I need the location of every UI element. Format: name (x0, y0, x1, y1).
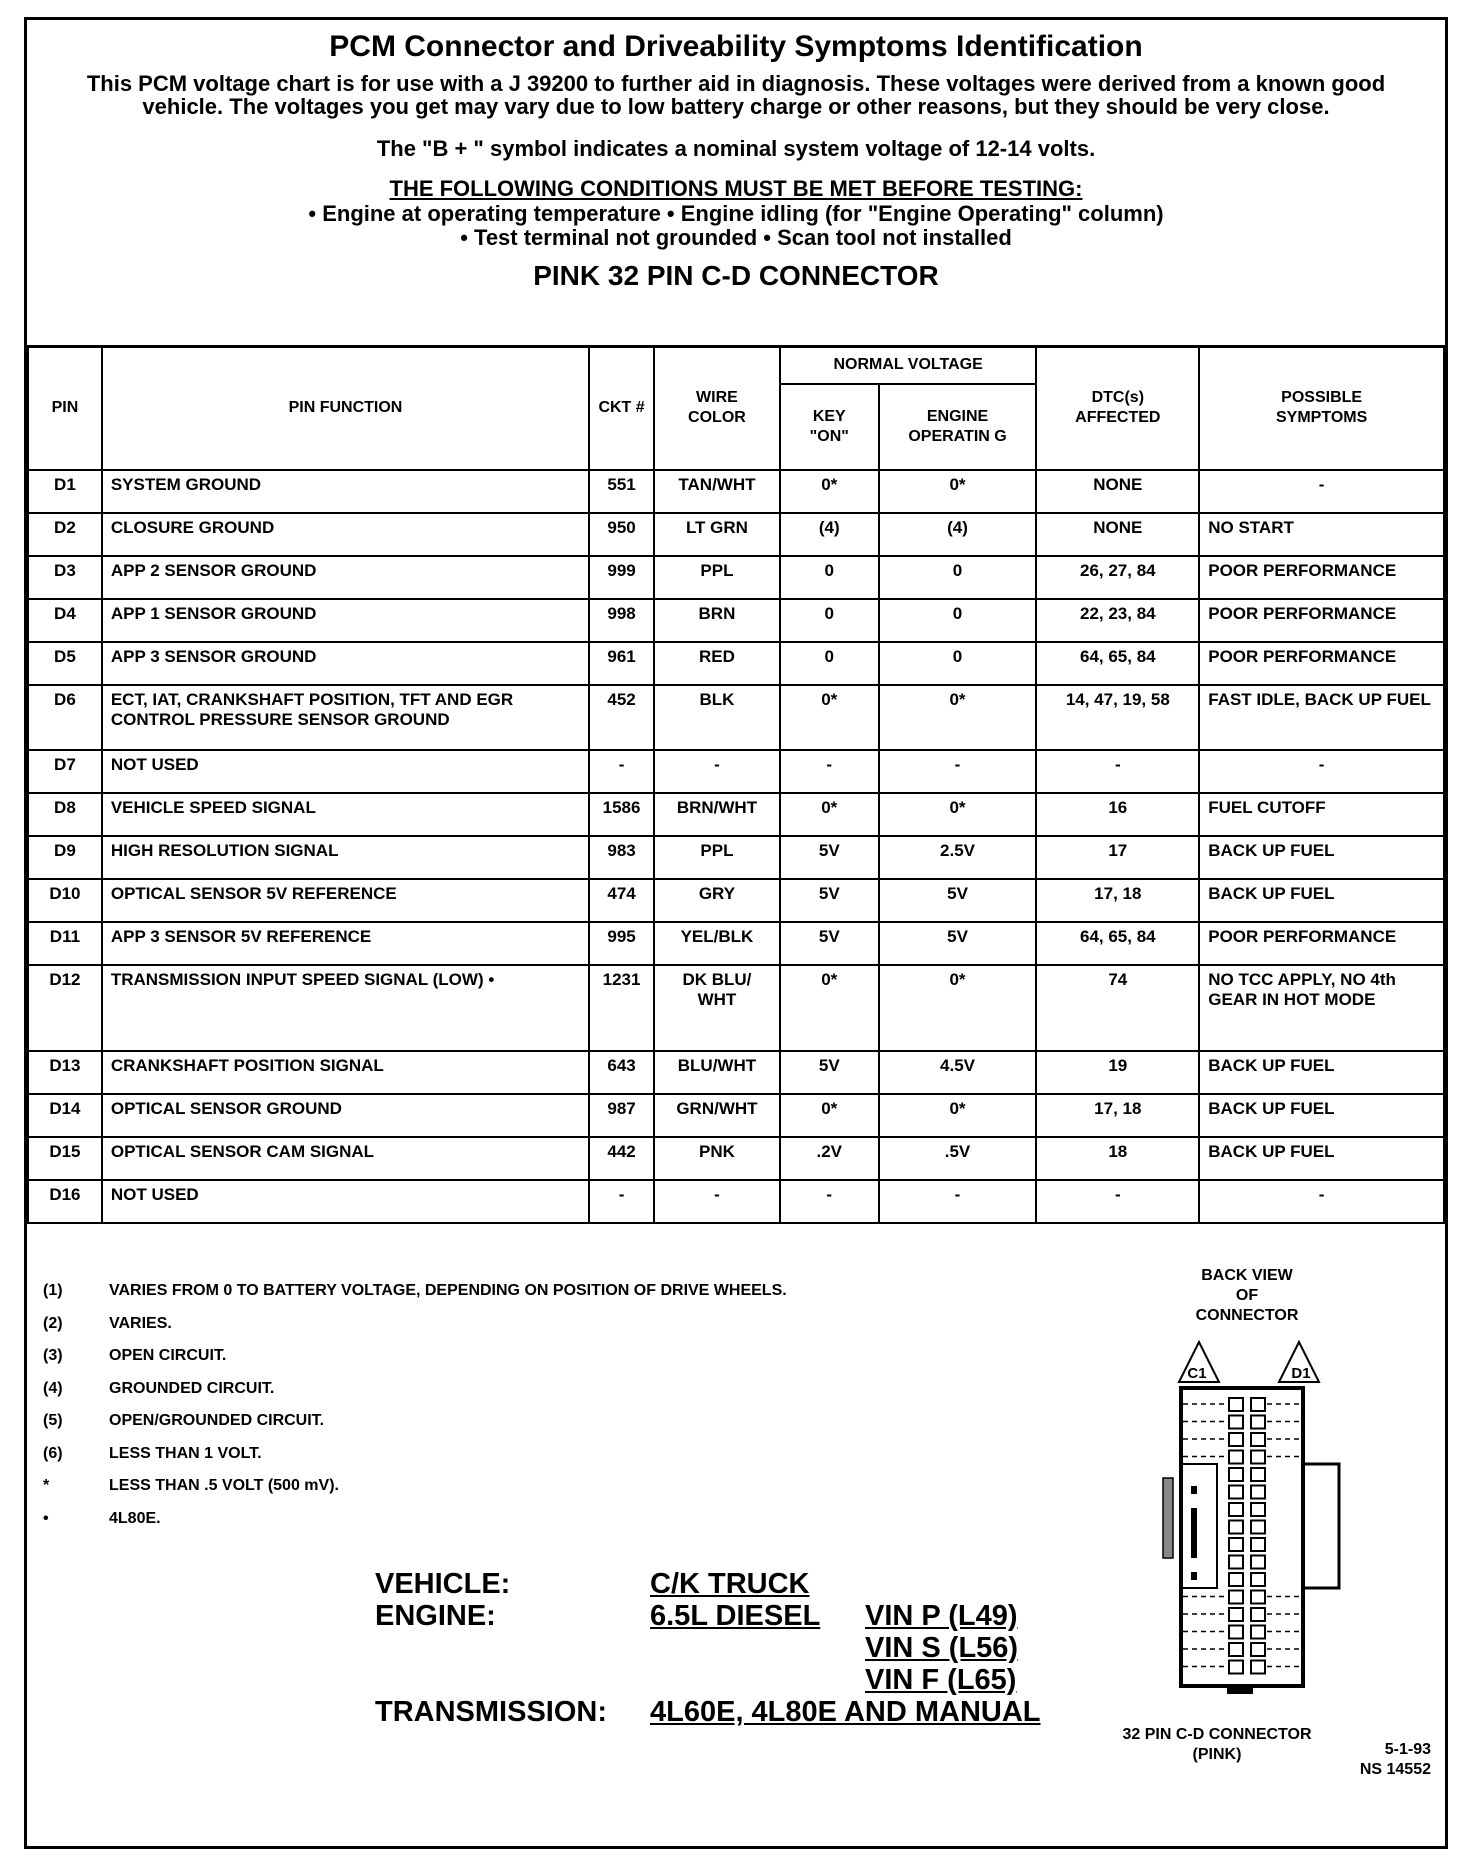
table-row (28, 793, 1444, 836)
header-symptoms: POSSIBLE SYMPTOMS (1199, 346, 1444, 470)
wire-cell: LT GRN (654, 513, 780, 556)
ckt-cell: 983 (589, 836, 654, 879)
key-on-cell: 0* (780, 965, 879, 1051)
connector-pin (1251, 1486, 1265, 1499)
ckt-cell: 1586 (589, 793, 654, 836)
engine-operating-cell: - (879, 1180, 1037, 1223)
header-pin: PIN (28, 346, 102, 470)
connector-pin (1251, 1398, 1265, 1411)
document-code (1360, 1740, 1431, 1780)
connector-pin (1251, 1573, 1265, 1586)
key-on-cell: 5V (780, 922, 879, 965)
header-function: PIN FUNCTION (102, 346, 589, 470)
pin-cell: D14 (28, 1094, 102, 1137)
footnote-key: (4) (43, 1379, 63, 1397)
ckt-cell: - (589, 750, 654, 793)
table-row (28, 750, 1444, 793)
footnote (43, 1477, 787, 1510)
table-row (28, 1051, 1444, 1094)
document-title: PCM Connector and Driveability Symptoms Identification (329, 30, 1143, 63)
connector-pin (1251, 1626, 1265, 1639)
engine-operating-cell: 5V (879, 879, 1037, 922)
dtc-cell: 64, 65, 84 (1036, 642, 1199, 685)
function-cell: CRANKSHAFT POSITION SIGNAL (102, 1051, 589, 1094)
key-on-cell: 0 (780, 642, 879, 685)
key-on-cell: 5V (780, 879, 879, 922)
pin-cell: D11 (28, 922, 102, 965)
engine-operating-cell: 0* (879, 793, 1037, 836)
connector-pin (1229, 1451, 1243, 1464)
key-on-cell: .2V (780, 1137, 879, 1180)
connector-title: PINK 32 PIN C-D CONNECTOR (533, 260, 939, 291)
engine-operating-cell: 2.5V (879, 836, 1037, 879)
connector-pin (1229, 1468, 1243, 1481)
table-row (28, 1094, 1444, 1137)
key-on-cell: 0 (780, 599, 879, 642)
wire-cell: - (654, 1180, 780, 1223)
footnote-key: (1) (43, 1282, 63, 1299)
footnote (43, 1412, 787, 1445)
footnote-key: • (43, 1509, 49, 1527)
connector-pin (1229, 1521, 1243, 1534)
symptoms-cell: BACK UP FUEL (1199, 879, 1444, 922)
c1-label: C1 (1187, 1365, 1207, 1382)
engine-operating-cell: - (879, 750, 1037, 793)
footnote (43, 1347, 787, 1380)
pin-cell: D4 (28, 599, 102, 642)
connector-key (1227, 1686, 1253, 1694)
wire-cell: BRN (654, 599, 780, 642)
engine-operating-cell: 5V (879, 922, 1037, 965)
key-on-cell: 0* (780, 685, 879, 750)
wire-cell: PPL (654, 836, 780, 879)
wire-cell: BLU/WHT (654, 1051, 780, 1094)
table-row (28, 836, 1444, 879)
table-row (28, 556, 1444, 599)
wire-cell: RED (654, 642, 780, 685)
wire-cell: GRY (654, 879, 780, 922)
ckt-cell: 643 (589, 1051, 654, 1094)
key-on-cell: (4) (780, 513, 879, 556)
connector-pin (1251, 1433, 1265, 1446)
pin-cell: D10 (28, 879, 102, 922)
engine-operating-cell: (4) (879, 513, 1037, 556)
dtc-cell: 19 (1036, 1051, 1199, 1094)
back-view-label: BACK VIEW OF CONNECTOR (1195, 1267, 1299, 1324)
vin-f: VIN F (L65) (865, 1664, 1017, 1696)
ckt-cell: 999 (589, 556, 654, 599)
header-wire: WIRE COLOR (654, 346, 780, 470)
connector-caption: 32 PIN C-D CONNECTOR (PINK) (1122, 1726, 1312, 1763)
table-row (28, 922, 1444, 965)
ckt-cell: 987 (589, 1094, 654, 1137)
key-on-cell: 0* (780, 1094, 879, 1137)
footnote (43, 1510, 787, 1543)
engine-operating-cell: 0 (879, 642, 1037, 685)
key-on-cell: - (780, 1180, 879, 1223)
dtc-cell: 74 (1036, 965, 1199, 1051)
ckt-cell: 950 (589, 513, 654, 556)
dtc-cell: 17, 18 (1036, 1094, 1199, 1137)
wire-cell: YEL/BLK (654, 922, 780, 965)
dtc-cell: 18 (1036, 1137, 1199, 1180)
ckt-cell: 998 (589, 599, 654, 642)
footnote (43, 1380, 787, 1413)
table-row (28, 965, 1444, 1051)
symptoms-cell: - (1199, 470, 1444, 513)
key-on-cell: 0* (780, 470, 879, 513)
connector-lock (1163, 1478, 1173, 1558)
function-cell: APP 2 SENSOR GROUND (102, 556, 589, 599)
key-on-cell: 5V (780, 836, 879, 879)
vehicle-label: VEHICLE: (375, 1568, 511, 1600)
table-row (28, 599, 1444, 642)
header-engine-operating: ENGINE OPERATIN G (879, 384, 1037, 470)
footnote-text: LESS THAN .5 VOLT (500 mV). (109, 1477, 339, 1494)
connector-pin (1229, 1433, 1243, 1446)
symptoms-cell: POOR PERFORMANCE (1199, 556, 1444, 599)
transmission-label: TRANSMISSION: (375, 1696, 607, 1728)
footnote-key: * (43, 1477, 50, 1494)
connector-pin (1229, 1503, 1243, 1516)
pin-cell: D3 (28, 556, 102, 599)
header-key-on: KEY "ON" (780, 384, 879, 470)
connector-pin (1229, 1626, 1243, 1639)
symptoms-cell: - (1199, 750, 1444, 793)
footnote-text: OPEN/GROUNDED CIRCUIT. (109, 1412, 325, 1429)
connector-pin (1229, 1556, 1243, 1569)
function-cell: OPTICAL SENSOR GROUND (102, 1094, 589, 1137)
footnote-text: LESS THAN 1 VOLT. (109, 1444, 262, 1462)
engine-operating-cell: 0 (879, 599, 1037, 642)
connector-pin (1251, 1608, 1265, 1621)
footnote (43, 1445, 787, 1478)
wire-cell: - (654, 750, 780, 793)
connector-pin (1251, 1591, 1265, 1604)
pin-cell: D1 (28, 470, 102, 513)
pin-cell: D5 (28, 642, 102, 685)
dtc-cell: 16 (1036, 793, 1199, 836)
dtc-cell: 64, 65, 84 (1036, 922, 1199, 965)
ckt-cell: 474 (589, 879, 654, 922)
engine-operating-cell: 0* (879, 470, 1037, 513)
footnote-key: (6) (43, 1444, 63, 1462)
symptoms-cell: POOR PERFORMANCE (1199, 599, 1444, 642)
connector-pin (1229, 1398, 1243, 1411)
header-section (27, 20, 1445, 348)
pin-cell: D9 (28, 836, 102, 879)
engine-operating-cell: 0* (879, 685, 1037, 750)
engine-operating-cell: 0 (879, 556, 1037, 599)
connector-pin (1251, 1451, 1265, 1464)
wire-cell: BLK (654, 685, 780, 750)
connector-pin (1251, 1468, 1265, 1481)
symptoms-cell: BACK UP FUEL (1199, 1094, 1444, 1137)
connector-pin (1229, 1538, 1243, 1551)
intro-text: This PCM voltage chart is for use with a J 39200 to further aid in diagnosis. These voltages were derived from a known good vehicle. The voltages you get may vary due to low battery charge or other reasons, but they should be very close. (86, 71, 1386, 119)
dtc-cell: 14, 47, 19, 58 (1036, 685, 1199, 750)
dtc-cell: - (1036, 750, 1199, 793)
table-row (28, 685, 1444, 750)
dtc-cell: 17, 18 (1036, 879, 1199, 922)
conditions-heading: THE FOLLOWING CONDITIONS MUST BE MET BEFORE TESTING: (389, 176, 1083, 201)
function-cell: APP 1 SENSOR GROUND (102, 599, 589, 642)
engine-operating-cell: 4.5V (879, 1051, 1037, 1094)
function-cell: OPTICAL SENSOR CAM SIGNAL (102, 1137, 589, 1180)
connector-pin (1229, 1661, 1243, 1674)
engine-operating-cell: .5V (879, 1137, 1037, 1180)
connector-pin (1251, 1538, 1265, 1551)
function-cell: HIGH RESOLUTION SIGNAL (102, 836, 589, 879)
engine-label: ENGINE: (375, 1600, 496, 1632)
table-row (28, 879, 1444, 922)
function-cell: APP 3 SENSOR GROUND (102, 642, 589, 685)
ckt-cell: - (589, 1180, 654, 1223)
table-row (28, 642, 1444, 685)
dtc-cell: 22, 23, 84 (1036, 599, 1199, 642)
conditions-line: • Engine at operating temperature • Engine idling (for "Engine Operating" column) (308, 201, 1164, 226)
footnotes (43, 1282, 787, 1542)
footnote-text: GROUNDED CIRCUIT. (109, 1379, 275, 1397)
function-cell: NOT USED (102, 750, 589, 793)
wire-cell: TAN/WHT (654, 470, 780, 513)
wire-cell: BRN/WHT (654, 793, 780, 836)
connector-pin (1229, 1608, 1243, 1621)
pin-cell: D13 (28, 1051, 102, 1094)
document-frame (24, 17, 1448, 1849)
connector-diagram (1087, 1258, 1407, 1698)
footnote (43, 1315, 787, 1348)
connector-pin (1251, 1521, 1265, 1534)
symptoms-cell: NO START (1199, 513, 1444, 556)
footnote-key: (5) (43, 1412, 63, 1429)
dtc-cell: NONE (1036, 513, 1199, 556)
document-number: NS 14552 (1359, 1761, 1431, 1778)
function-cell: TRANSMISSION INPUT SPEED SIGNAL (LOW) • (102, 965, 589, 1051)
symptoms-cell: BACK UP FUEL (1199, 1137, 1444, 1180)
connector-tab (1181, 1464, 1217, 1588)
pin-cell: D12 (28, 965, 102, 1051)
pin-cell: D7 (28, 750, 102, 793)
symptoms-cell: POOR PERFORMANCE (1199, 922, 1444, 965)
connector-pin (1229, 1486, 1243, 1499)
footnote-key: (2) (43, 1314, 63, 1332)
engine-operating-cell: 0* (879, 1094, 1037, 1137)
symptoms-cell: - (1199, 1180, 1444, 1223)
table-row (28, 513, 1444, 556)
key-on-cell: 0 (780, 556, 879, 599)
dtc-cell: NONE (1036, 470, 1199, 513)
function-cell: NOT USED (102, 1180, 589, 1223)
table-row (28, 1180, 1444, 1223)
symptoms-cell: FUEL CUTOFF (1199, 793, 1444, 836)
connector-latch (1303, 1464, 1339, 1588)
connector-pin (1251, 1503, 1265, 1516)
header-ckt: CKT # (589, 346, 654, 470)
connector-pin (1229, 1591, 1243, 1604)
ckt-cell: 961 (589, 642, 654, 685)
ckt-cell: 995 (589, 922, 654, 965)
symptoms-cell: FAST IDLE, BACK UP FUEL (1199, 685, 1444, 750)
document-date: 5-1-93 (1384, 1741, 1431, 1758)
wire-cell: PNK (654, 1137, 780, 1180)
wire-cell: GRN/WHT (654, 1094, 780, 1137)
footnote-text: OPEN CIRCUIT. (109, 1347, 227, 1364)
dtc-cell: - (1036, 1180, 1199, 1223)
connector-pin (1229, 1416, 1243, 1429)
connector-pin (1251, 1556, 1265, 1569)
function-cell: OPTICAL SENSOR 5V REFERENCE (102, 879, 589, 922)
engine-value: 6.5L DIESEL (650, 1600, 821, 1632)
key-on-cell: - (780, 750, 879, 793)
wire-cell: DK BLU/ WHT (654, 965, 780, 1051)
connector-pin (1251, 1643, 1265, 1656)
wire-cell: PPL (654, 556, 780, 599)
pin-table (27, 345, 1445, 1224)
function-cell: APP 3 SENSOR 5V REFERENCE (102, 922, 589, 965)
key-on-cell: 5V (780, 1051, 879, 1094)
footnote-text: VARIES. (109, 1314, 172, 1332)
pin-cell: D15 (28, 1137, 102, 1180)
key-on-cell: 0* (780, 793, 879, 836)
function-cell: CLOSURE GROUND (102, 513, 589, 556)
connector-pin (1229, 1643, 1243, 1656)
connector-pin (1251, 1416, 1265, 1429)
pin-cell: D16 (28, 1180, 102, 1223)
table-row (28, 1137, 1444, 1180)
symptoms-cell: BACK UP FUEL (1199, 1051, 1444, 1094)
function-cell: ECT, IAT, CRANKSHAFT POSITION, TFT AND EGR CONTROL PRESSURE SENSOR GROUND (102, 685, 589, 750)
transmission-value: 4L60E, 4L80E AND MANUAL (650, 1696, 1041, 1728)
vehicle-value: C/K TRUCK (650, 1568, 810, 1600)
symptoms-cell: NO TCC APPLY, NO 4th GEAR IN HOT MODE (1199, 965, 1444, 1051)
ckt-cell: 1231 (589, 965, 654, 1051)
function-cell: SYSTEM GROUND (102, 470, 589, 513)
ckt-cell: 442 (589, 1137, 654, 1180)
footnote (43, 1282, 787, 1315)
engine-operating-cell: 0* (879, 965, 1037, 1051)
ckt-cell: 452 (589, 685, 654, 750)
conditions-line: • Test terminal not grounded • Scan tool not installed (460, 225, 1012, 250)
pin-cell: D6 (28, 685, 102, 750)
vehicle-info (375, 1568, 1041, 1728)
footnote-key: (3) (43, 1347, 63, 1364)
vin-s: VIN S (L56) (865, 1632, 1019, 1664)
function-cell: VEHICLE SPEED SIGNAL (102, 793, 589, 836)
header-normal-voltage: NORMAL VOLTAGE (780, 346, 1037, 384)
dtc-cell: 26, 27, 84 (1036, 556, 1199, 599)
pin-cell: D8 (28, 793, 102, 836)
dtc-cell: 17 (1036, 836, 1199, 879)
connector-pin (1251, 1661, 1265, 1674)
bplus-note: The "B + " symbol indicates a nominal system voltage of 12-14 volts. (376, 136, 1096, 161)
symptoms-cell: BACK UP FUEL (1199, 836, 1444, 879)
footnote-text: 4L80E. (109, 1509, 161, 1527)
ckt-cell: 551 (589, 470, 654, 513)
connector-pin (1229, 1573, 1243, 1586)
footnote-text: VARIES FROM 0 TO BATTERY VOLTAGE, DEPENDING ON POSITION OF DRIVE WHEELS. (109, 1282, 787, 1299)
symptoms-cell: POOR PERFORMANCE (1199, 642, 1444, 685)
vin-p: VIN P (L49) (865, 1600, 1018, 1632)
pin-cell: D2 (28, 513, 102, 556)
header-dtc: DTC(s) AFFECTED (1036, 346, 1199, 470)
d1-label: D1 (1291, 1365, 1311, 1382)
table-row (28, 470, 1444, 513)
